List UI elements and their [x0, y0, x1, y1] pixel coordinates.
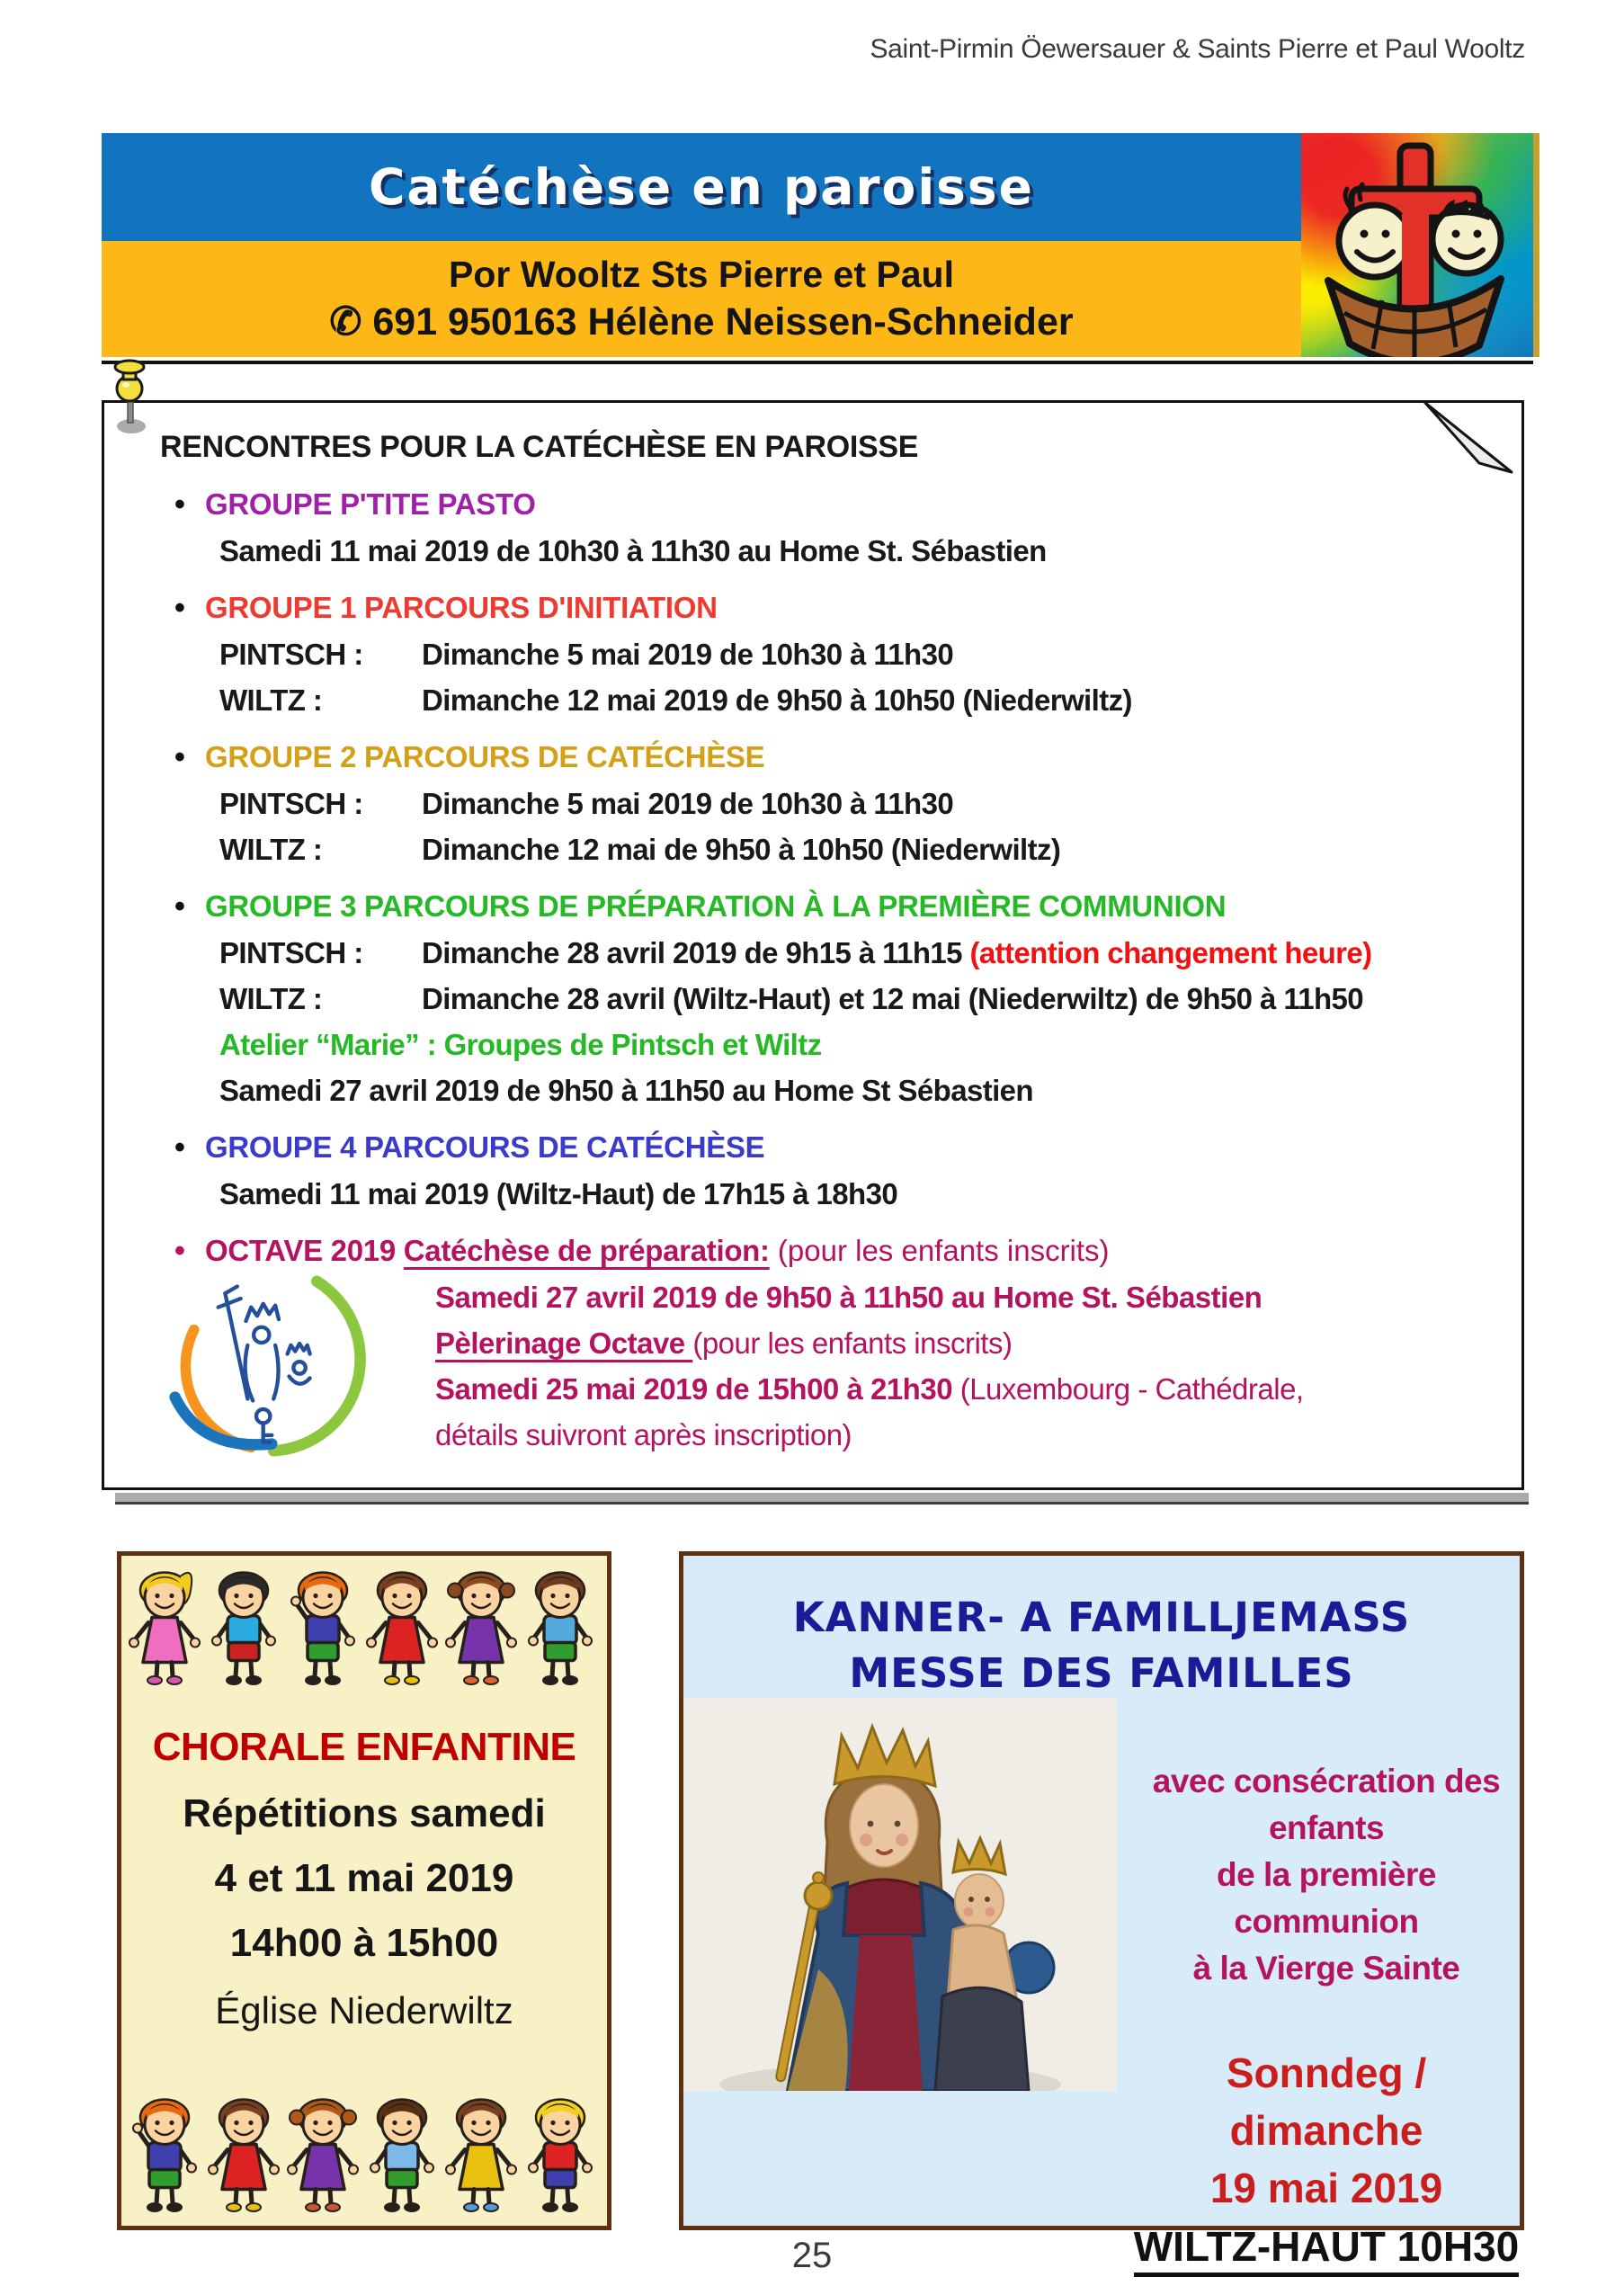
- octave-date-1: Samedi 27 avril 2019 de 9h50 à 11h50 au Home St. Sébastien: [435, 1281, 1263, 1314]
- group-1-initiation: [104, 585, 1486, 723]
- pushpin-icon: [104, 358, 155, 437]
- group-4-catechese: [104, 1124, 1486, 1217]
- parish-header-text: Saint-Pirmin Öewersauer & Saints Pierre et Paul Wooltz: [870, 34, 1525, 64]
- chorale-box: [117, 1551, 611, 2230]
- folded-corner-icon: [1423, 400, 1524, 478]
- bullet-icon: •: [174, 487, 185, 522]
- bullet-icon: •: [174, 740, 185, 774]
- catechesis-banner: [102, 133, 1533, 364]
- group-title: GROUPE 1 PARCOURS D'INITIATION: [205, 591, 718, 624]
- octave-date-2: Samedi 25 mai 2019 de 15h00 à 21h30 (Luxembourg - Cathédrale,: [435, 1372, 1304, 1406]
- atelier-marie-line: Atelier “Marie” : Groupes de Pintsch et Wiltz: [219, 1028, 822, 1061]
- bullet-icon: •: [174, 889, 185, 924]
- chorale-line-4: Église Niederwiltz: [215, 1989, 513, 2032]
- group-detail-line: WILTZ : Dimanche 12 mai 2019 de 9h50 à 10h50 (Niederwiltz): [219, 683, 1132, 717]
- children-clipart-top: [127, 1561, 603, 1692]
- mass-body-2: de la première communion: [1217, 1856, 1436, 1940]
- group-detail-line: Samedi 11 mai 2019 de 10h30 à 11h30 au Home St. Sébastien: [219, 534, 1047, 567]
- mass-title-fr: MESSE DES FAMILLES: [849, 1649, 1354, 1697]
- bullet-icon: •: [174, 1234, 185, 1268]
- virgin-mary-statue-image: [683, 1698, 1117, 2091]
- octave-madonna-icon: [144, 1271, 369, 1461]
- banner-title: Catéchèse en paroisse: [369, 158, 1034, 216]
- note-heading: RENCONTRES POUR LA CATÉCHÈSE EN PAROISSE: [160, 430, 919, 464]
- group-2-catechese: [104, 734, 1486, 872]
- group-detail-line: PINTSCH : Dimanche 28 avril 2019 de 9h15 à 11h15 (attention changement heure): [219, 936, 1372, 969]
- parish-boat-logo: [1301, 133, 1539, 357]
- group-ptite-pasto: [104, 481, 1486, 574]
- banner-yellow-bar: [102, 241, 1301, 357]
- children-clipart-bottom: [127, 2088, 603, 2219]
- mass-date-day: Sonndeg / dimanche: [1226, 2049, 1427, 2154]
- banner-blue-bar: [102, 133, 1301, 241]
- catechesis-note: [102, 400, 1524, 1490]
- chorale-title: CHORALE ENFANTINE: [152, 1725, 576, 1769]
- mass-body-3: à la Vierge Sainte: [1192, 1950, 1460, 1987]
- schedule-warning: (attention changement heure): [969, 936, 1372, 969]
- group-detail-line: WILTZ : Dimanche 28 avril (Wiltz-Haut) et 12 mai (Niederwiltz) de 9h50 à 11h50: [219, 982, 1364, 1015]
- group-title: GROUPE 3 PARCOURS DE PRÉPARATION À LA PREMIÈRE COMMUNION: [205, 889, 1227, 923]
- octave-section: [104, 1228, 1486, 1458]
- octave-details-line: détails suivront après inscription): [435, 1418, 852, 1451]
- page-number: 25: [791, 2236, 833, 2275]
- group-detail-line: Samedi 11 mai 2019 (Wiltz-Haut) de 17h15 à 18h30: [219, 1177, 898, 1210]
- group-detail-line: PINTSCH : Dimanche 5 mai 2019 de 10h30 à 11h30: [219, 787, 954, 820]
- octave-link-2: Pèlerinage Octave: [435, 1326, 693, 1360]
- note-shadow: [115, 1493, 1529, 1505]
- group-detail-line: WILTZ : Dimanche 12 mai de 9h50 à 10h50 (Niederwiltz): [219, 833, 1061, 866]
- mass-title-lux: KANNER- A FAMILLJEMASS: [792, 1594, 1411, 1641]
- atelier-marie-date: Samedi 27 avril 2019 de 9h50 à 11h50 au Home St Sébastien: [219, 1074, 1033, 1107]
- octave-note-1: (pour les enfants inscrits): [769, 1234, 1110, 1267]
- boat-cross-kids-icon: [1301, 133, 1527, 357]
- octave-link-1: Catéchèse de préparation:: [403, 1234, 770, 1267]
- banner-phone-line: ✆ 691 950163 Hélène Neissen-Schneider: [329, 300, 1074, 344]
- group-title: GROUPE 2 PARCOURS DE CATÉCHÈSE: [205, 740, 765, 773]
- bullet-icon: •: [174, 591, 185, 625]
- group-title: GROUPE 4 PARCOURS DE CATÉCHÈSE: [205, 1130, 765, 1164]
- chorale-line-3: 14h00 à 15h00: [229, 1921, 499, 1965]
- phone-icon: ✆: [329, 300, 362, 344]
- group-detail-line: PINTSCH : Dimanche 5 mai 2019 de 10h30 à 11h30: [219, 638, 954, 671]
- group-3-premiere-communion: [104, 883, 1486, 1113]
- chorale-line-1: Répétitions samedi: [183, 1791, 546, 1835]
- mass-body-1: avec consécration des enfants: [1152, 1763, 1501, 1846]
- mass-location: WILTZ-HAUT 10H30: [1129, 2219, 1524, 2274]
- group-title: GROUPE P'TITE PASTO: [205, 487, 536, 521]
- bullet-icon: •: [174, 1130, 185, 1165]
- octave-pilgrimage-line: Pèlerinage Octave (pour les enfants inscrits): [435, 1326, 1013, 1360]
- mass-date: 19 mai 2019: [1209, 2165, 1443, 2211]
- chorale-line-2: 4 et 11 mai 2019: [214, 1856, 514, 1900]
- banner-subtitle: Por Wooltz Sts Pierre et Paul: [449, 254, 954, 295]
- octave-title: OCTAVE 2019: [205, 1234, 404, 1267]
